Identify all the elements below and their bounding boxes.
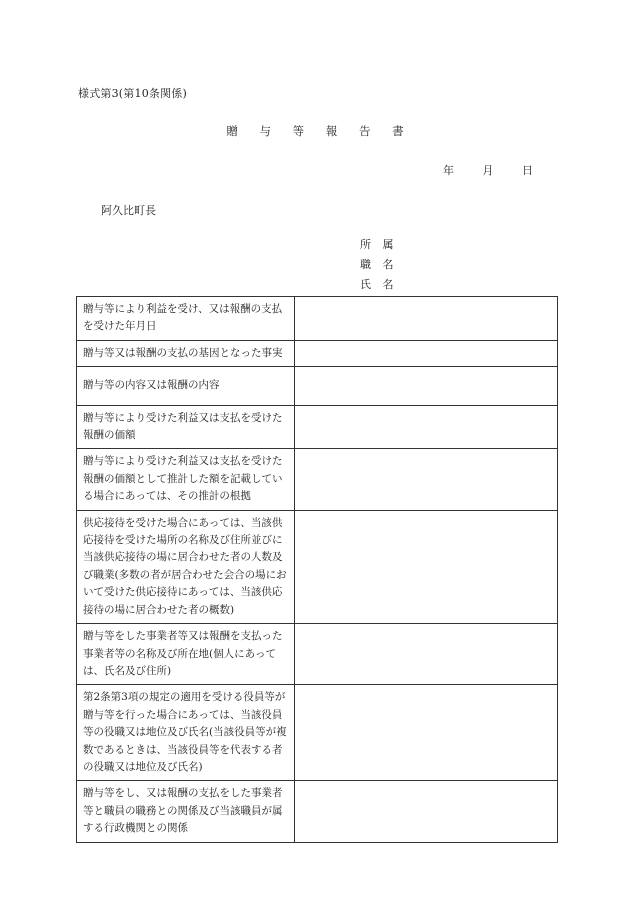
row-value-field[interactable] bbox=[295, 781, 558, 842]
date-year: 年 bbox=[443, 164, 454, 177]
table-row bbox=[77, 405, 558, 449]
reporter-name-label: 氏 名 bbox=[360, 278, 394, 291]
form-number: 様式第3(第10条関係) bbox=[78, 87, 187, 100]
reporter-position-label: 職 名 bbox=[360, 258, 394, 271]
reporter-block bbox=[360, 235, 394, 295]
document-title: 贈 与 等 報 告 書 bbox=[226, 124, 404, 138]
table-row bbox=[77, 449, 558, 510]
table-row bbox=[77, 624, 558, 685]
row-value-field[interactable] bbox=[295, 367, 558, 405]
row-label: 贈与等をした事業者等又は報酬を支払った事業者等の名称及び所在地(個人にあっては、氏名及び住所) bbox=[77, 624, 295, 685]
row-label: 贈与等により利益を受け、又は報酬の支払を受けた年月日 bbox=[77, 297, 295, 341]
row-value-field[interactable] bbox=[295, 405, 558, 449]
row-value-field[interactable] bbox=[295, 685, 558, 781]
row-label: 贈与等により受けた利益又は支払を受けた報酬の価額として推計した額を記載している場合にあっては、その推計の根拠 bbox=[77, 449, 295, 510]
row-value-field[interactable] bbox=[295, 297, 558, 341]
table-row bbox=[77, 340, 558, 366]
report-table bbox=[76, 296, 558, 843]
table-row bbox=[77, 685, 558, 781]
table-row bbox=[77, 297, 558, 341]
row-label: 贈与等の内容又は報酬の内容 bbox=[77, 367, 295, 405]
table-row bbox=[77, 781, 558, 842]
reporter-affiliation-label: 所 属 bbox=[360, 238, 394, 251]
addressee: 阿久比町長 bbox=[101, 204, 156, 217]
date-month: 月 bbox=[482, 164, 494, 177]
row-value-field[interactable] bbox=[295, 449, 558, 510]
date-day: 日 bbox=[522, 164, 533, 177]
row-label: 贈与等をし、又は報酬の支払をした事業者等と職員の職務との関係及び当該職員が属する行政機関との関係 bbox=[77, 781, 295, 842]
row-label: 供応接待を受けた場合にあっては、当該供応接待を受けた場所の名称及び住所並びに当該供応接待の場に居合わせた者の人数及び職業(多数の者が居合わせた会合の場において受けた供応接待にあっては、当該供応接待の場に居合わせた者の概数) bbox=[77, 510, 295, 623]
row-label: 贈与等により受けた利益又は支払を受けた報酬の価額 bbox=[77, 405, 295, 449]
row-label: 第2条第3項の規定の適用を受ける役員等が贈与等を行った場合にあっては、当該役員等の役職又は地位及び氏名(当該役員等が複数であるときは、当該役員等を代表する者の役職又は地位及び氏名) bbox=[77, 685, 295, 781]
table-row bbox=[77, 510, 558, 623]
row-label: 贈与等又は報酬の支払の基因となった事実 bbox=[77, 340, 295, 366]
table-row bbox=[77, 367, 558, 405]
date-line bbox=[443, 162, 533, 178]
row-value-field[interactable] bbox=[295, 624, 558, 685]
row-value-field[interactable] bbox=[295, 340, 558, 366]
row-value-field[interactable] bbox=[295, 510, 558, 623]
